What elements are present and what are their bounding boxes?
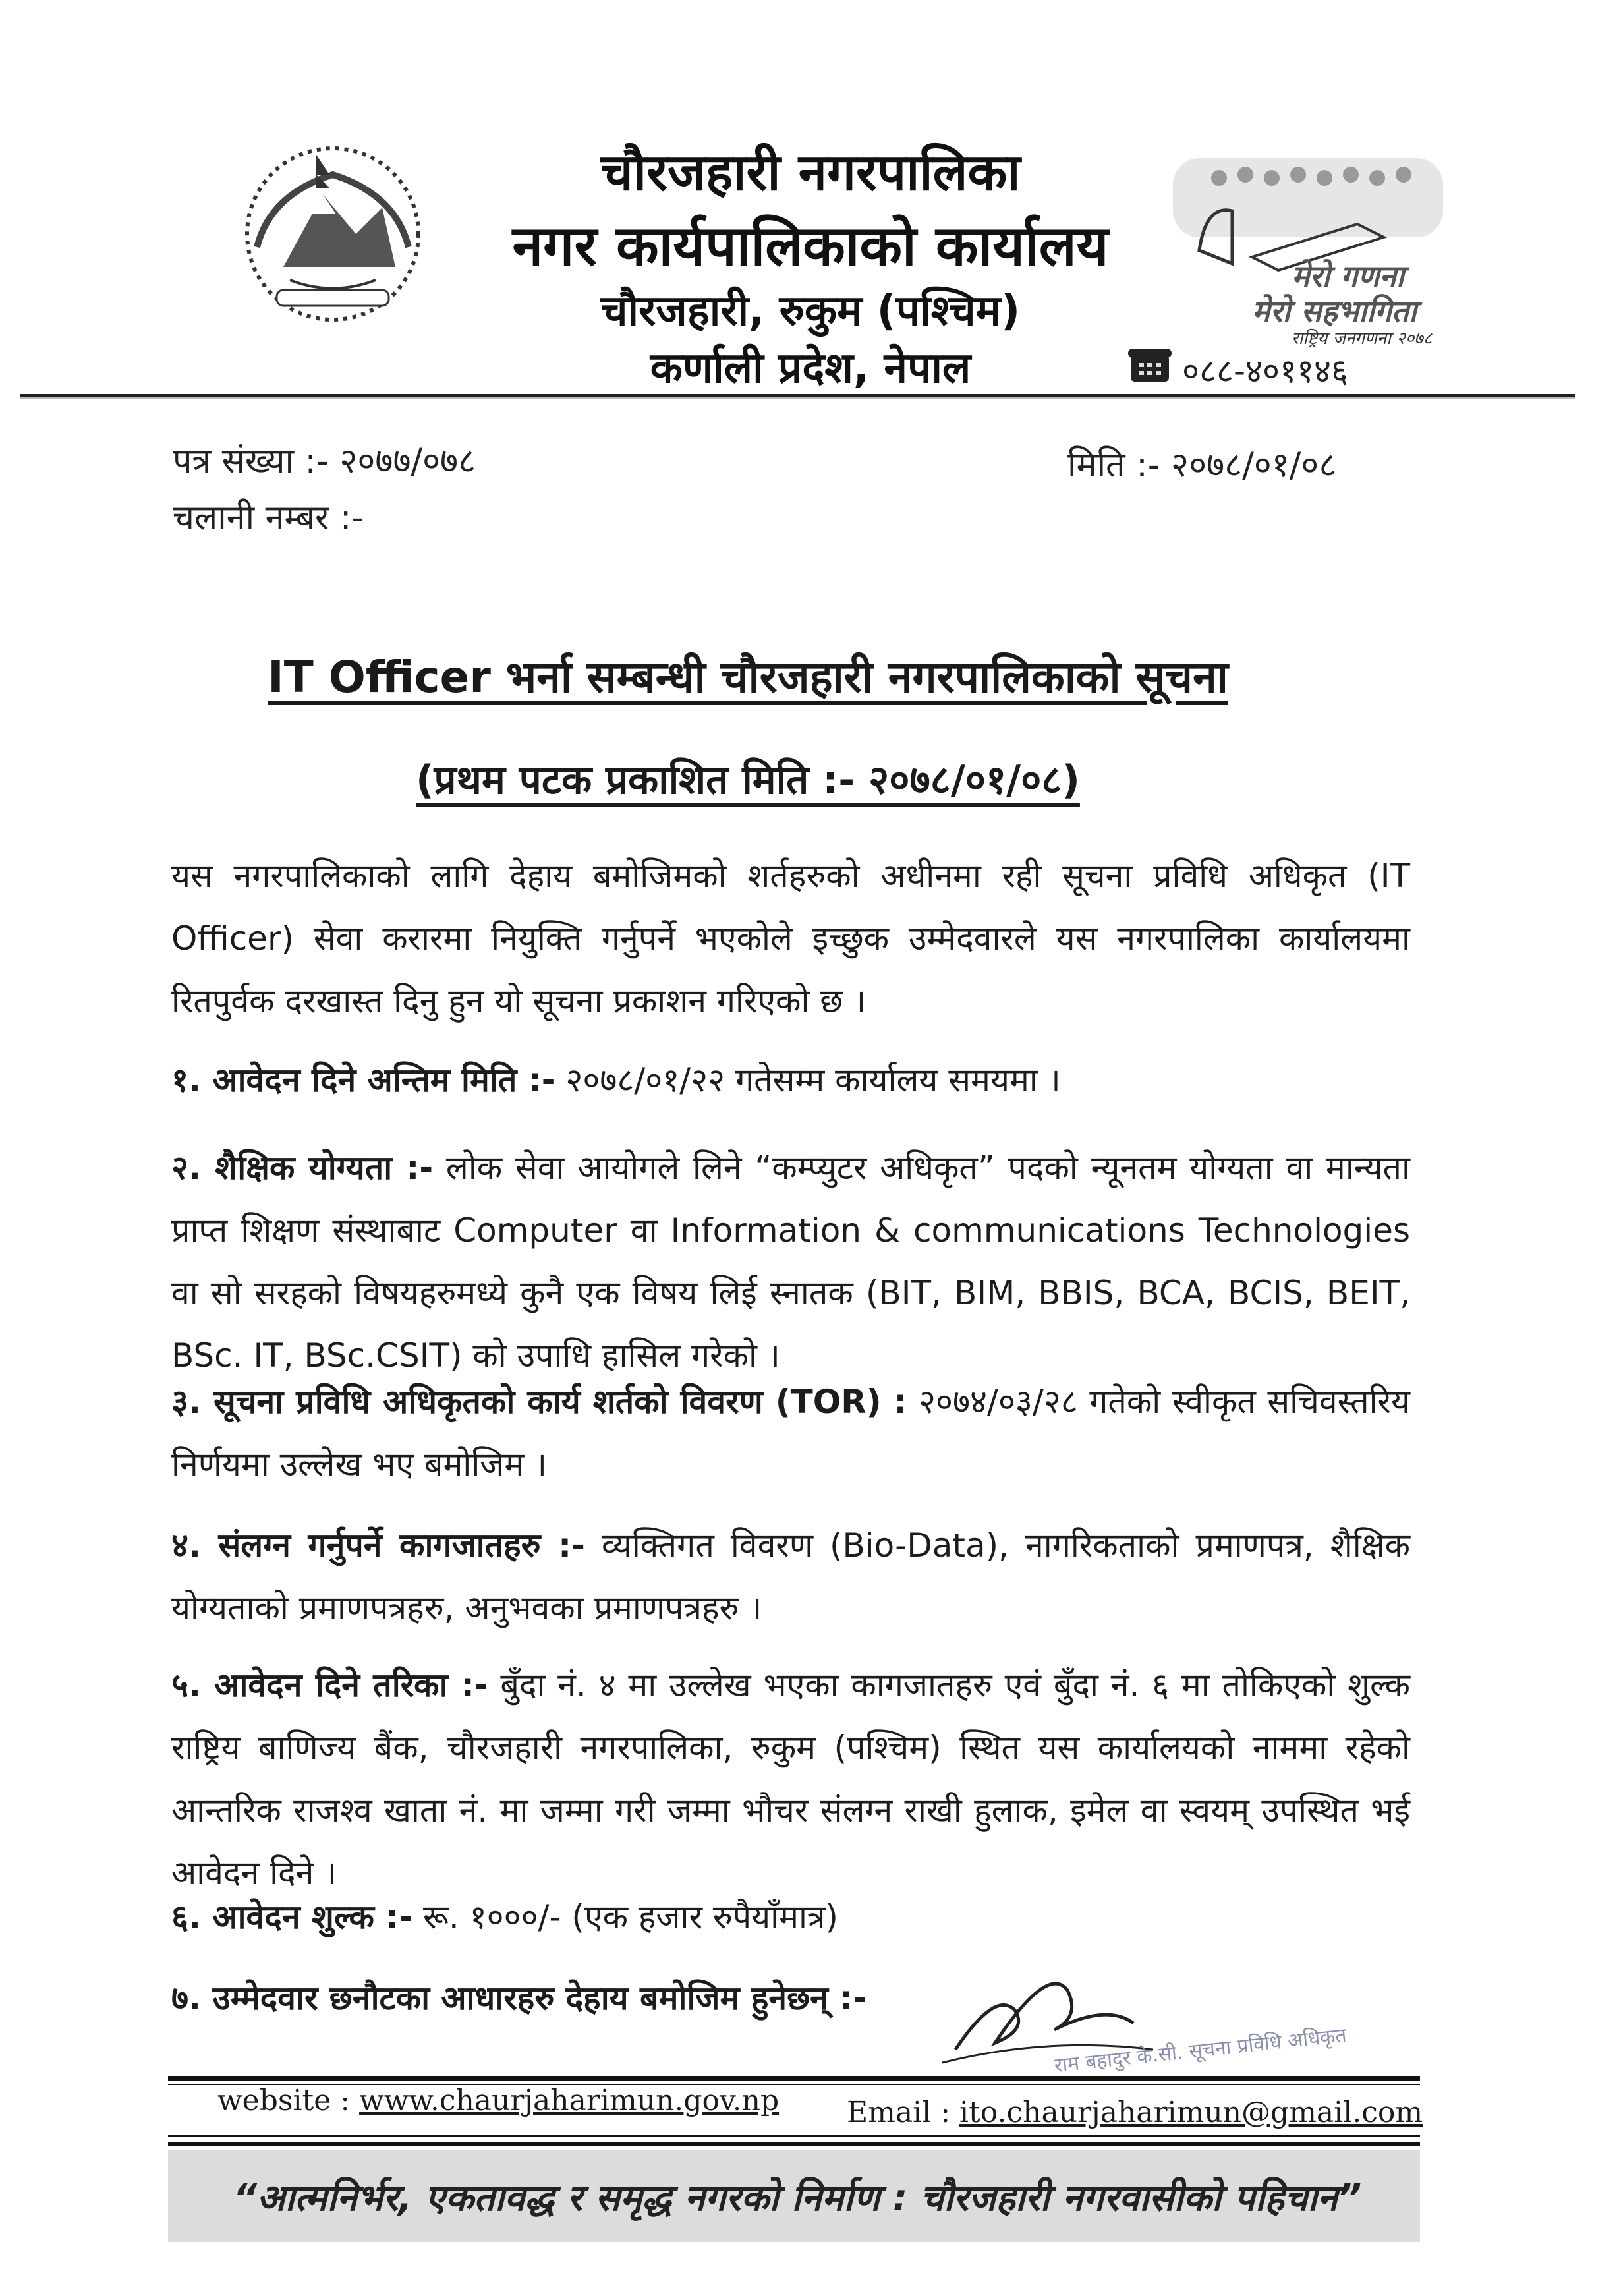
list-item-heading: ४. संलग्न गर्नुपर्ने कागजातहरु :- [171, 1526, 585, 1564]
date-label: मिति :- [1067, 445, 1160, 485]
website [217, 2084, 779, 2117]
list-item [171, 1654, 1410, 1905]
intro-paragraph: यस नगरपालिकाको लागि देहाय बमोजिमको शर्तहरुको अधीनमा रही सूचना प्रविधि अधिकृत (IT Officer) सेवा करारमा नियुक्ति गर्नुपर्ने भएकोले इच्छुक उम्मेदवारले यस नगरपालिका कार्यालयमा रितपुर्वक दरखास्त दिनु हुन यो सूचना प्रकाशन गरिएको छ । [171, 857, 1410, 1020]
list-item-heading: १. आवेदन दिने अन्तिम मिति :- [171, 1061, 555, 1099]
list-item [171, 1514, 1410, 1640]
list-item-heading: २. शैक्षिक योग्यता :- [171, 1149, 434, 1187]
list-item [171, 1137, 1410, 1387]
list-item-heading: ५. आवेदन दिने तरिका :- [171, 1666, 488, 1704]
website-link[interactable]: www.chaurjaharimun.gov.np [359, 2084, 780, 2117]
email-label: Email : [847, 2096, 951, 2129]
date-value: २०७८/०१/०८ [1171, 445, 1337, 485]
email [847, 2096, 1423, 2129]
letter-number-value: २०७७/०७८ [339, 442, 476, 481]
census-logo-text1: मेरो गणना [1292, 258, 1404, 294]
list-item-text: २०७४/०३/२८ गतेको स्वीकृत सचिवस्तरिय निर्णयमा उल्लेख भए बमोजिम । [171, 1383, 1410, 1483]
signature-stamp [916, 1951, 1348, 2096]
office-address: चौरजहारी, रुकुम (पश्चिम) [600, 287, 1021, 335]
list-item-heading: ७. उम्मेदवार छनौटका आधारहरु देहाय बमोजिम हुनेछन् :- [171, 1979, 867, 2017]
list-item [171, 1049, 1410, 1112]
phone-number-text: ०८८-४०११४६ [1182, 352, 1349, 390]
notice-title: IT Officer भर्ना सम्बन्धी चौरजहारी नगरपालिकाको सूचना [268, 652, 1228, 703]
letter-number [173, 436, 476, 483]
census-logo-text2: मेरो सहभागिता [1252, 293, 1417, 329]
notice-subtitle: (प्रथम पटक प्रकाशित मिति :- २०७८/०१/०८) [416, 757, 1080, 803]
list-item-heading: ६. आवेदन शुल्क :- [171, 1898, 413, 1936]
list-item-text: बुँदा नं. ४ मा उल्लेख भएका कागजातहरु एवं बुँदा नं. ६ मा तोकिएको शुल्क राष्ट्रिय बाणिज्य बैंक, चौरजहारी नगरपालिका, रुकुम (पश्चिम) स्थित यस कार्यालयको नाममा रहेको आन्तरिक राजश्व खाता नं. मा जम्मा गरी जम्मा भौचर संलग्न राखी हुलाक, इमेल वा स्वयम् उपस्थित भई आवेदन दिने । [171, 1666, 1410, 1892]
list-item-text: व्यक्तिगत विवरण (Bio-Data), नागरिकताको प्रमाणपत्र, शैक्षिक योग्यताको प्रमाणपत्रहरु, अनुभवका प्रमाणपत्रहरु । [171, 1526, 1410, 1627]
phone-number [1127, 346, 1348, 393]
list-item-text: लोक सेवा आयोगले लिने “कम्प्युटर अधिकृत” पदको न्यूनतम योग्यता वा मान्यता प्राप्त शिक्षण संस्थाबाट Computer वा Information & communications Technologies वा सो सरहको विषयहरुमध्ये कुनै एक विषय लिई स्नातक (BIT, BIM, BBIS, BCA, BCIS, BEIT, BSc. IT, BSc.CSIT) को उपाधि हासिल गरेको । [171, 1149, 1410, 1375]
list-item-heading: ३. सूचना प्रविधि अधिकृतको कार्य शर्तको विवरण (TOR) : [171, 1383, 907, 1421]
website-label: website : [217, 2084, 351, 2117]
list-item [171, 1371, 1410, 1496]
date [1067, 440, 1336, 487]
office-name: नगर कार्यपालिकाको कार्यालय [512, 214, 1109, 278]
municipality-name: चौरजहारी नगरपालिका [600, 143, 1021, 202]
slogan: “आत्मनिर्भर, एकतावद्ध र समृद्ध नगरको निर्माण : चौरजहारी नगरवासीको पहिचान” [233, 2177, 1362, 2220]
letter-number-label: पत्र संख्या :- [173, 442, 329, 481]
footer-divider-bottom [168, 2142, 1420, 2146]
census-logo [1160, 145, 1463, 349]
dispatch-number-label: चलानी नम्बर :- [173, 498, 364, 538]
email-link[interactable]: ito.chaurjaharimun@gmail.com [959, 2096, 1423, 2129]
province-country: कर्णाली प्रदेश, नेपाल [650, 344, 971, 393]
dispatch-number [173, 493, 364, 540]
telephone-icon [1127, 346, 1173, 393]
header-divider [20, 394, 1575, 397]
list-item [171, 1886, 1410, 1949]
census-logo-text3: राष्ट्रिय जनगणना २०७८ [1292, 329, 1433, 349]
list-item-text: २०७८/०१/२२ गतेसम्म कार्यालय समयमा । [555, 1061, 1061, 1099]
signature-stamp-text: राम बहादुर के.सी. सूचना प्रविधि अधिकृत [1053, 2023, 1348, 2078]
list-item-text: रू. १०००/- (एक हजार रुपैयाँमात्र) [412, 1898, 839, 1936]
footer-divider-bottom-thin [168, 2135, 1420, 2137]
footer-divider-top [168, 2076, 1420, 2081]
